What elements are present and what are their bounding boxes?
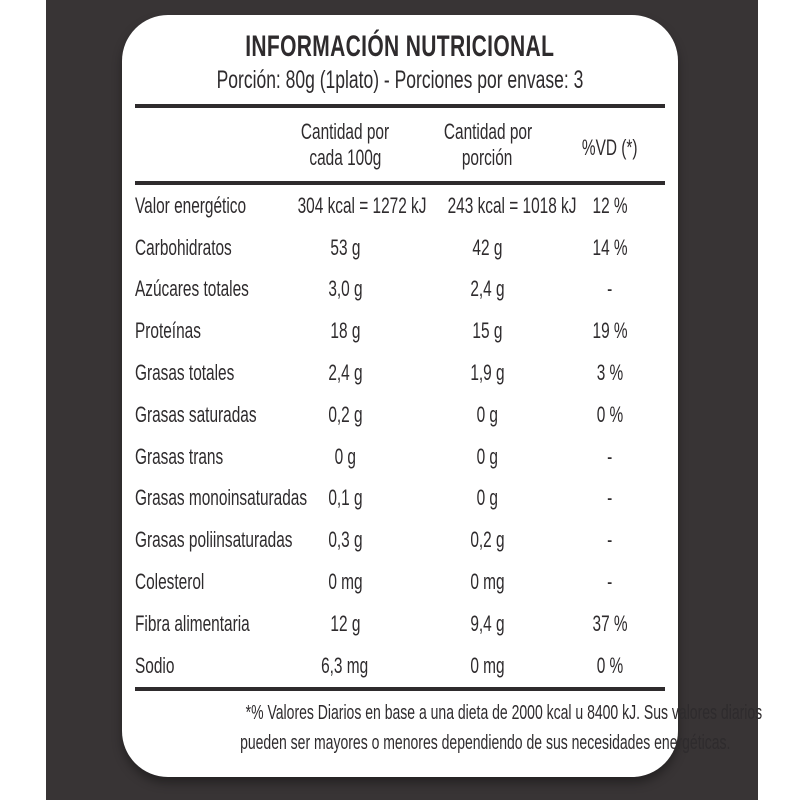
amount-per-100g-cell	[270, 235, 420, 261]
amount-per-100g: 18 g	[330, 318, 360, 344]
column-headers	[135, 108, 665, 181]
nutrient-name-cell	[135, 653, 270, 679]
amount-per-portion: 0 mg	[470, 652, 505, 678]
nutrient-name: Sodio	[135, 652, 175, 678]
serving-info: Porción: 80g (1plato) - Porciones por envase: 3	[216, 66, 584, 94]
daily-value-percent: -	[607, 485, 613, 511]
footnote-line2: pueden ser mayores o menores dependiendo de sus necesidades energéticas.	[240, 731, 731, 754]
column-header-per-100g-line2: cada 100g	[309, 144, 381, 170]
daily-value-percent: 0 %	[596, 652, 624, 678]
amount-per-portion: 0 g	[476, 443, 499, 469]
amount-per-100g: 0,1 g	[327, 485, 363, 511]
column-header-per-100g	[270, 119, 420, 171]
amount-per-portion-cell	[420, 444, 555, 470]
amount-per-100g: 0,2 g	[327, 401, 363, 427]
daily-value-cell	[555, 444, 665, 470]
daily-value-cell	[555, 485, 665, 511]
nutrient-name: Grasas monoinsaturadas	[135, 485, 308, 511]
daily-value-percent: 14 %	[592, 234, 628, 260]
nutrient-row	[135, 478, 665, 520]
amount-per-portion: 243 kcal = 1018 kJ	[447, 192, 577, 218]
amount-per-portion-cell	[420, 485, 555, 511]
amount-per-portion: 0 g	[476, 401, 499, 427]
daily-value-percent: -	[607, 443, 613, 469]
daily-value-percent: 12 %	[592, 192, 628, 218]
nutrient-name: Azúcares totales	[135, 276, 249, 302]
nutrient-name-cell	[135, 569, 270, 595]
nutrient-name-cell	[135, 360, 270, 386]
amount-per-100g: 12 g	[330, 610, 360, 636]
column-header-per-portion-line2: porción	[462, 144, 513, 170]
amount-per-100g-cell	[270, 611, 420, 637]
daily-value-cell	[555, 318, 665, 344]
serving-info-wrap	[135, 65, 665, 95]
amount-per-portion: 42 g	[472, 234, 503, 260]
nutrient-name: Colesterol	[135, 569, 205, 595]
nutrient-name: Grasas totales	[135, 360, 235, 386]
amount-per-100g: 0 g	[334, 443, 356, 469]
label-title-wrap	[135, 29, 665, 65]
amount-per-100g-cell	[270, 276, 420, 302]
nutrient-name-cell	[135, 193, 270, 219]
nutrient-name-cell	[135, 527, 293, 553]
daily-value-cell	[555, 527, 665, 553]
amount-per-100g-cell	[270, 360, 420, 386]
nutrient-name-cell	[135, 611, 270, 637]
nutrient-name-cell	[135, 485, 308, 511]
amount-per-portion-cell	[420, 276, 555, 302]
amount-per-100g: 53 g	[330, 234, 360, 260]
amount-per-portion-cell	[420, 235, 555, 261]
column-header-per-portion	[420, 119, 555, 171]
daily-value-cell	[555, 569, 665, 595]
nutrient-name-cell	[135, 235, 270, 261]
nutrient-name: Grasas saturadas	[135, 401, 257, 427]
amount-per-portion: 0 mg	[470, 569, 505, 595]
nutrient-row	[135, 561, 665, 603]
nutrient-name: Proteínas	[135, 318, 201, 344]
amount-per-100g-cell	[270, 318, 420, 344]
column-header-per-portion-line1: Cantidad por	[443, 118, 532, 144]
nutrient-name: Grasas trans	[135, 443, 224, 469]
nutrient-name: Carbohidratos	[135, 234, 232, 260]
amount-per-100g-cell	[270, 192, 427, 219]
footnote	[135, 698, 763, 758]
amount-per-100g-cell	[270, 569, 420, 595]
footnote-line1: *% Valores Diarios en base a una dieta de 2000 kcal u 8400 kJ. Sus valores diarios	[245, 701, 763, 724]
amount-per-portion: 0 g	[476, 485, 499, 511]
nutrient-name-cell	[135, 276, 270, 302]
amount-per-100g: 6,3 mg	[321, 652, 369, 678]
column-header-daily-value	[555, 135, 665, 161]
daily-value-cell	[555, 360, 665, 386]
amount-per-portion-cell	[420, 360, 555, 386]
nutrient-row	[135, 603, 665, 645]
amount-per-portion-cell	[420, 569, 555, 595]
amount-per-100g: 3,0 g	[327, 276, 363, 302]
amount-per-100g-cell	[270, 402, 420, 428]
daily-value-percent: 0 %	[596, 401, 624, 427]
daily-value-percent: -	[607, 527, 613, 553]
amount-per-portion: 15 g	[472, 318, 503, 344]
nutrient-row	[135, 645, 665, 687]
amount-per-portion: 9,4 g	[470, 610, 505, 636]
label-title: INFORMACIÓN NUTRICIONAL	[245, 30, 555, 63]
amount-per-portion-cell	[420, 402, 555, 428]
nutrient-name-cell	[135, 444, 270, 470]
amount-per-portion-cell	[420, 527, 555, 553]
nutrient-row	[135, 352, 665, 394]
amount-per-100g: 0,3 g	[327, 527, 363, 553]
divider-footer	[135, 687, 665, 691]
amount-per-100g: 304 kcal = 1272 kJ	[297, 192, 427, 218]
daily-value-cell	[555, 276, 665, 302]
nutrition-label-panel	[122, 15, 763, 777]
daily-value-percent: -	[607, 569, 613, 595]
amount-per-portion-cell	[420, 653, 555, 679]
nutrient-name: Valor energético	[135, 192, 247, 218]
nutrient-name: Fibra alimentaria	[135, 610, 250, 636]
amount-per-100g: 0 mg	[327, 569, 363, 595]
amount-per-portion-cell	[420, 318, 555, 344]
daily-value-cell	[555, 235, 665, 261]
daily-value-percent: 19 %	[592, 318, 628, 344]
daily-value-percent: 3 %	[596, 360, 624, 386]
daily-value-cell	[555, 611, 665, 637]
amount-per-portion-cell	[420, 611, 555, 637]
amount-per-100g: 2,4 g	[327, 360, 363, 386]
amount-per-portion: 1,9 g	[470, 360, 505, 386]
amount-per-portion: 2,4 g	[470, 276, 505, 302]
amount-per-100g-cell	[270, 653, 420, 679]
daily-value-cell	[555, 402, 665, 428]
nutrient-name-cell	[135, 318, 270, 344]
nutrient-row	[135, 519, 665, 561]
nutrient-name: Grasas poliinsaturadas	[135, 527, 293, 553]
column-header-daily-value-text: %VD (*)	[582, 134, 638, 160]
nutrient-row	[135, 310, 665, 352]
nutrient-row	[135, 185, 665, 227]
daily-value-percent: 37 %	[592, 610, 628, 636]
amount-per-portion-cell	[420, 192, 577, 219]
nutrient-row	[135, 227, 665, 269]
nutrient-name-cell	[135, 402, 270, 428]
daily-value-percent: -	[607, 276, 613, 302]
amount-per-100g-cell	[270, 444, 420, 470]
amount-per-portion: 0,2 g	[470, 527, 505, 553]
nutrient-row	[135, 394, 665, 436]
nutrient-row	[135, 269, 665, 311]
nutrient-row	[135, 436, 665, 478]
daily-value-cell	[555, 653, 665, 679]
nutrition-rows	[135, 185, 665, 687]
column-header-per-100g-line1: Cantidad por	[300, 118, 390, 144]
